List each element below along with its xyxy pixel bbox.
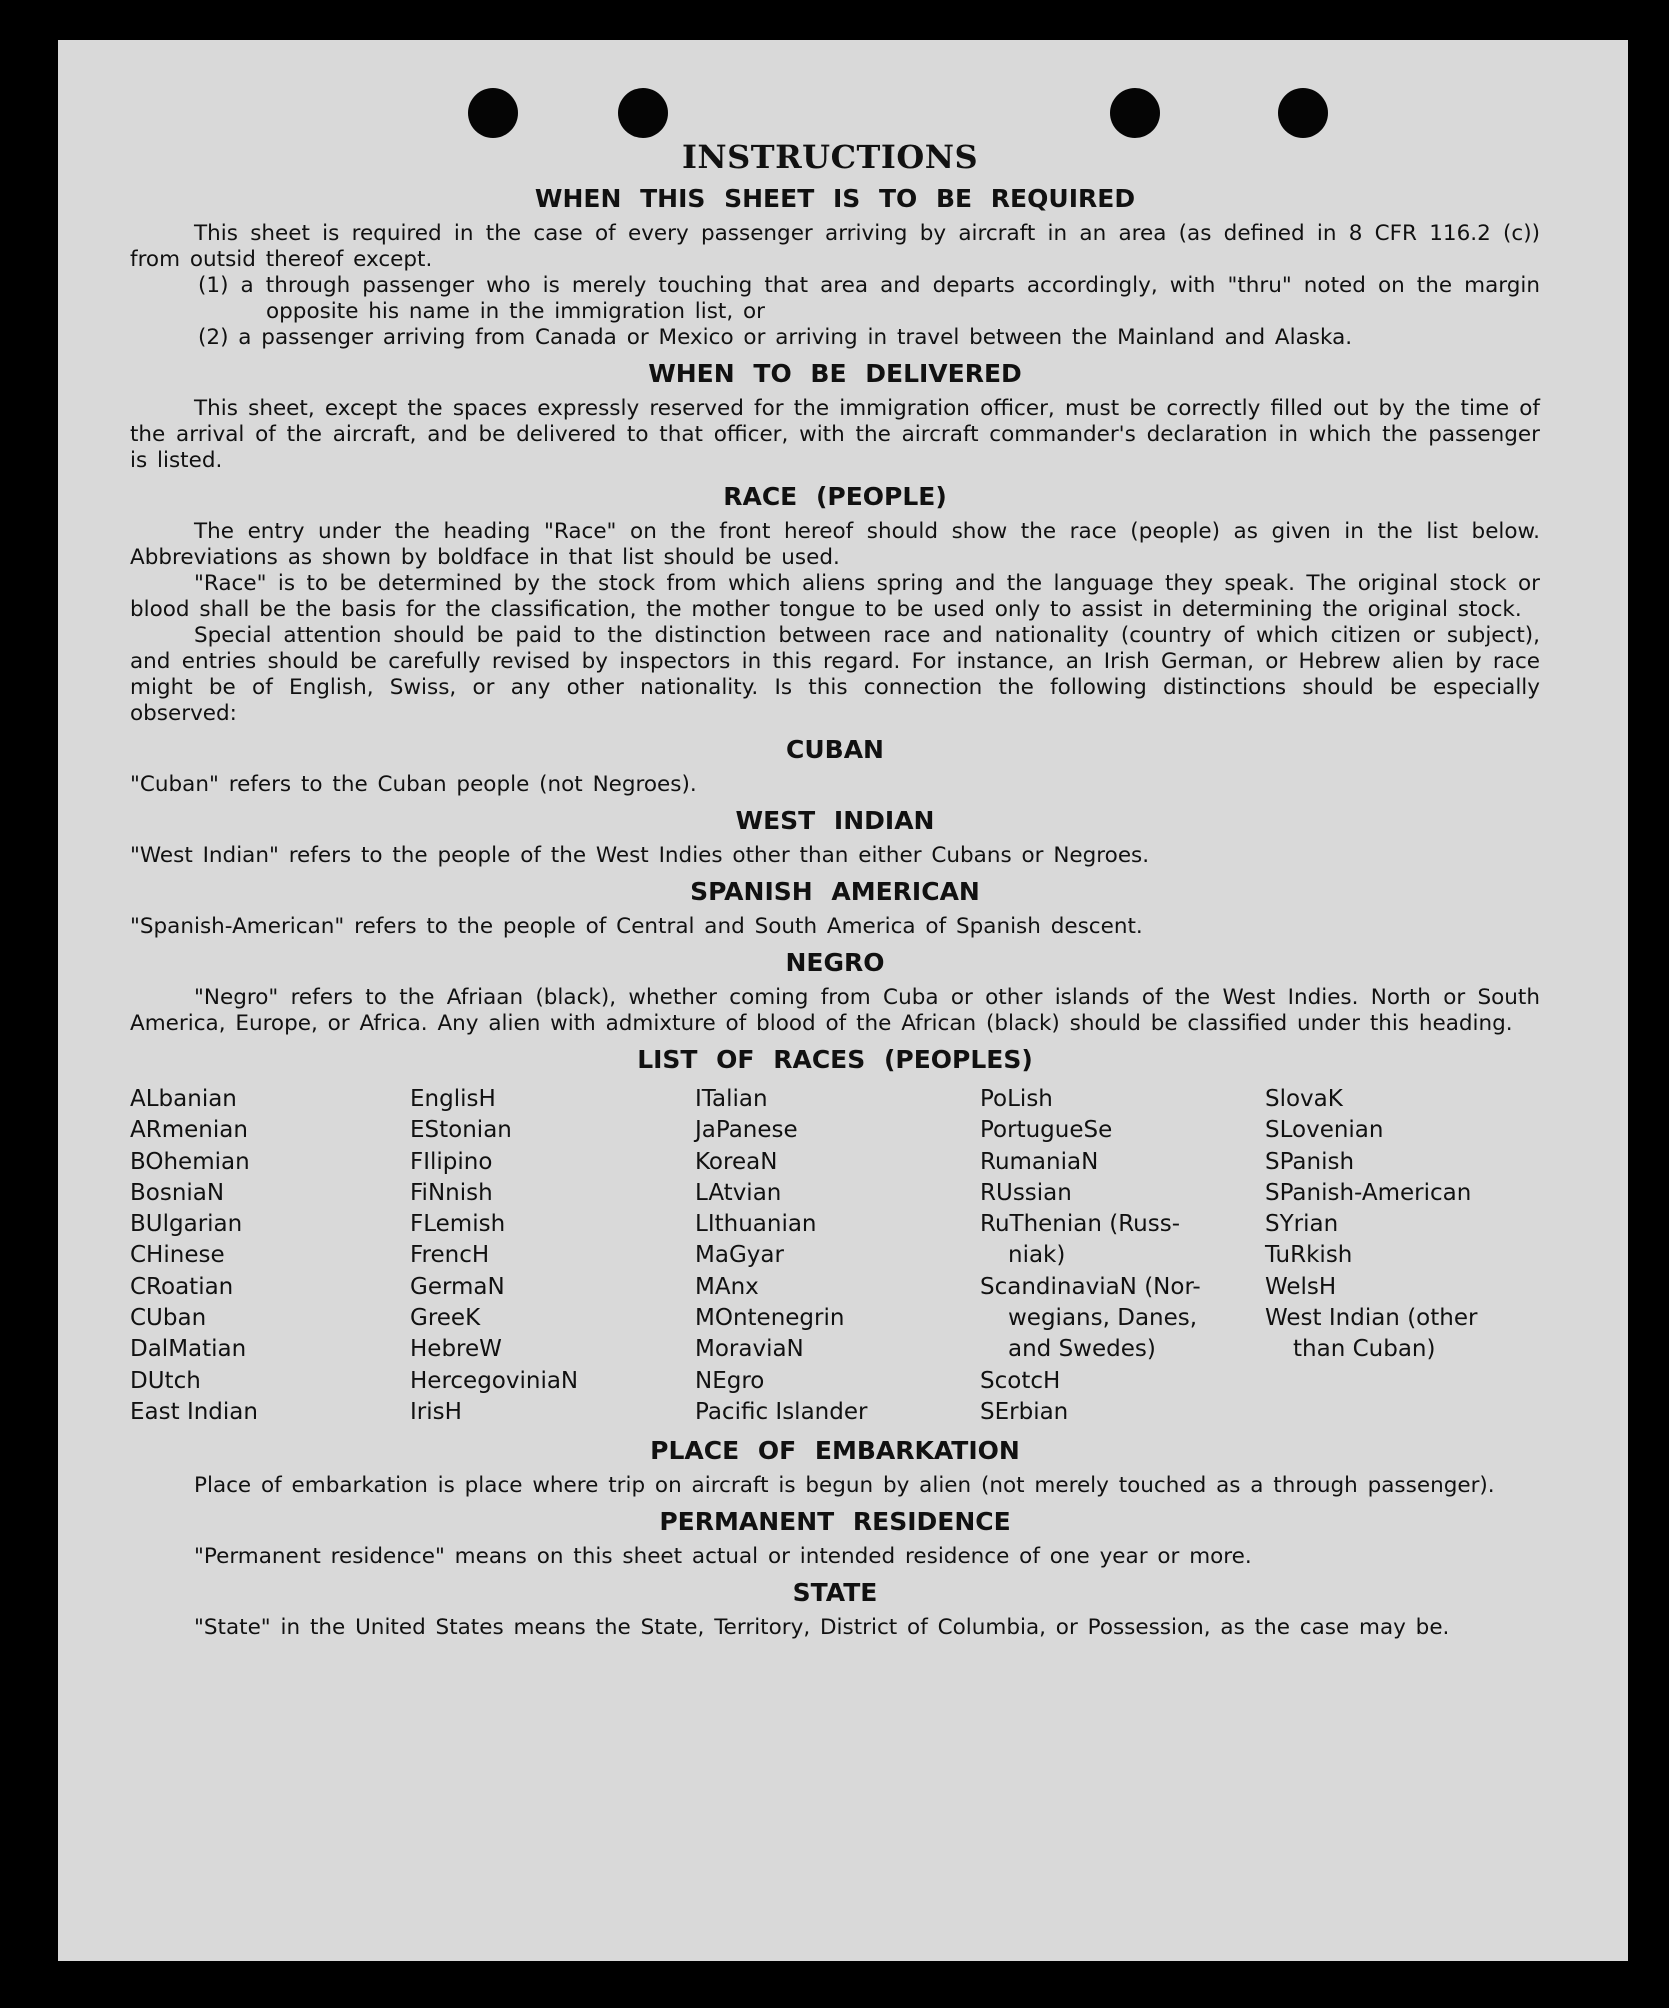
paragraph-spanish-american: "Spanish-American" refers to the people of Central and South America of Spanish descent. (130, 914, 1143, 939)
race-item: FrencH (410, 1242, 490, 1269)
race-item: HercegoviniaN (410, 1367, 579, 1394)
race-item: CHinese (130, 1242, 225, 1269)
paragraph-permanent-residence: "Permanent residence" means on this sheet actual or intended residence of one year or more. (194, 1544, 1252, 1570)
race-item: HebreW (410, 1336, 502, 1363)
document-sheet (58, 40, 1628, 1961)
race-item: ScotcH (980, 1367, 1061, 1394)
paragraph-race-2: "Race" is to be determined by the stock from which aliens spring and the language they speak. The original stock or blood shall be the basis for the classification, the mother tongue to be used only to assist in determining the original stock. (130, 571, 1540, 622)
heading-list-of-races: LIST OF RACES (PEOPLES) (637, 1045, 1033, 1074)
paragraph-required: This sheet is required in the case of every passenger arriving by aircraft in an area (as defined in 8 CFR 116.2 (c)) from outsid thereof except. (130, 221, 1540, 272)
heading-delivered: WHEN TO BE DELIVERED (648, 359, 1022, 388)
race-item: Pacific Islander (695, 1398, 868, 1425)
races-column-3 (695, 1084, 980, 1428)
race-item: ITalian (695, 1086, 768, 1112)
race-item: RUssian (980, 1179, 1072, 1206)
race-item: IrisH (410, 1398, 462, 1425)
race-item: EnglisH (410, 1086, 496, 1112)
race-item: GreeK (410, 1305, 481, 1332)
heading-west-indian: WEST INDIAN (735, 806, 935, 835)
race-item: RumaniaN (980, 1148, 1099, 1175)
heading-negro: NEGRO (785, 948, 885, 977)
race-item: MaGyar (695, 1242, 784, 1269)
race-item: DUtch (130, 1367, 201, 1394)
race-item: SlovaK (1265, 1086, 1343, 1112)
race-item: PortugueSe (980, 1117, 1113, 1144)
race-item-continued: than Cuban) (1293, 1336, 1436, 1363)
punch-hole (618, 88, 668, 138)
punch-hole (1278, 88, 1328, 138)
race-item: MAnx (695, 1273, 759, 1300)
race-item: West Indian (other (1265, 1305, 1478, 1332)
race-item: SErbian (980, 1398, 1069, 1425)
paragraph-race-3: Special attention should be paid to the distinction between race and nationality (country of which citizen or subject), and entries should be carefully revised by inspectors in this regard. For instance, an Irish German, or Hebrew alien by race might be of English, Swiss, or any other nationality. Is this connection the following distinctions should be especially observed: (130, 623, 1540, 726)
races-column-1 (130, 1084, 410, 1428)
race-item: WelsH (1265, 1273, 1337, 1300)
races-column-2 (410, 1084, 695, 1428)
race-item: SPanish-American (1265, 1179, 1472, 1206)
race-item: FIlipino (410, 1148, 493, 1175)
exception-item-1: (1) a through passenger who is merely touching that area and departs accordingly, with "thru" noted on the margin opposite his name in the immigration list, or (198, 273, 1540, 324)
race-item: SPanish (1265, 1148, 1355, 1175)
paragraph-delivered: This sheet, except the spaces expressly reserved for the immigration officer, must be correctly filled out by the time of the arrival of the aircraft, and be delivered to that officer, with the aircraft commander's declaration in which the passenger is listed. (130, 396, 1540, 473)
heading-required: WHEN THIS SHEET IS TO BE REQUIRED (534, 184, 1136, 213)
heading-embarkation: PLACE OF EMBARKATION (650, 1436, 1020, 1466)
race-item: PoLish (980, 1086, 1053, 1112)
punch-hole (468, 88, 518, 138)
race-item-continued: and Swedes) (1008, 1336, 1156, 1363)
paragraph-west-indian: "West Indian" refers to the people of the West Indies other than either Cubans or Negroes. (130, 843, 1150, 868)
race-item: KoreaN (695, 1148, 778, 1175)
race-item: JaPanese (695, 1117, 798, 1144)
race-item: BOhemian (130, 1148, 250, 1175)
instructions-content (130, 138, 1540, 1641)
paragraph-state: "State" in the United States means the State, Territory, District of Columbia, or Possession, as the case may be. (194, 1615, 1450, 1641)
race-item: SLovenian (1265, 1117, 1384, 1144)
heading-race: RACE (PEOPLE) (723, 482, 947, 511)
race-item: East Indian (130, 1398, 258, 1425)
race-item: NEgro (695, 1367, 765, 1394)
race-item: MoraviaN (695, 1336, 804, 1363)
race-item: LAtvian (695, 1179, 782, 1206)
race-item: BUlgarian (130, 1211, 243, 1238)
races-list (130, 1084, 1540, 1428)
heading-permanent-residence: PERMANENT RESIDENCE (659, 1507, 1011, 1537)
race-item: ALbanian (130, 1086, 237, 1112)
race-item: CUban (130, 1305, 207, 1332)
races-column-4 (980, 1084, 1265, 1428)
race-item: SYrian (1265, 1211, 1339, 1238)
exception-item-2: (2) a passenger arriving from Canada or Mexico or arriving in travel between the Mainland and Alaska. (198, 325, 1353, 350)
race-item: CRoatian (130, 1273, 234, 1300)
race-item: BosniaN (130, 1179, 225, 1206)
race-item: GermaN (410, 1273, 505, 1300)
race-item: EStonian (410, 1117, 512, 1144)
race-item-continued: wegians, Danes, (1008, 1305, 1198, 1332)
paragraph-cuban: "Cuban" refers to the Cuban people (not Negroes). (130, 772, 697, 797)
race-item: FLemish (410, 1211, 506, 1238)
race-item-continued: niak) (1008, 1242, 1066, 1269)
race-item: LIthuanian (695, 1211, 817, 1238)
race-item: TuRkish (1265, 1242, 1353, 1269)
paragraph-negro: "Negro" refers to the Afriaan (black), whether coming from Cuba or other islands of the West Indies. North or South America, Europe, or Africa. Any alien with admixture of blood of the African (black) should be classified under this heading. (130, 985, 1540, 1036)
paragraph-race-1: The entry under the heading "Race" on the front hereof should show the race (people) as given in the list below. Abbreviations as shown by boldface in that list should be used. (130, 519, 1540, 570)
heading-spanish-american: SPANISH AMERICAN (690, 877, 980, 906)
paragraph-embarkation: Place of embarkation is place where trip on aircraft is begun by alien (not merely touched as a through passenger). (194, 1473, 1495, 1499)
races-column-5 (1265, 1084, 1525, 1428)
race-item: MOntenegrin (695, 1305, 845, 1332)
heading-cuban: CUBAN (786, 735, 884, 764)
punch-hole (1110, 88, 1160, 138)
race-item: DalMatian (130, 1336, 247, 1363)
race-item: ARmenian (130, 1117, 248, 1144)
race-item: ScandinaviaN (Nor- (980, 1273, 1201, 1300)
page-title: INSTRUCTIONS (681, 138, 979, 176)
race-item: FiNnish (410, 1179, 493, 1206)
heading-state: STATE (792, 1578, 878, 1608)
race-item: RuThenian (Russ- (980, 1211, 1181, 1238)
